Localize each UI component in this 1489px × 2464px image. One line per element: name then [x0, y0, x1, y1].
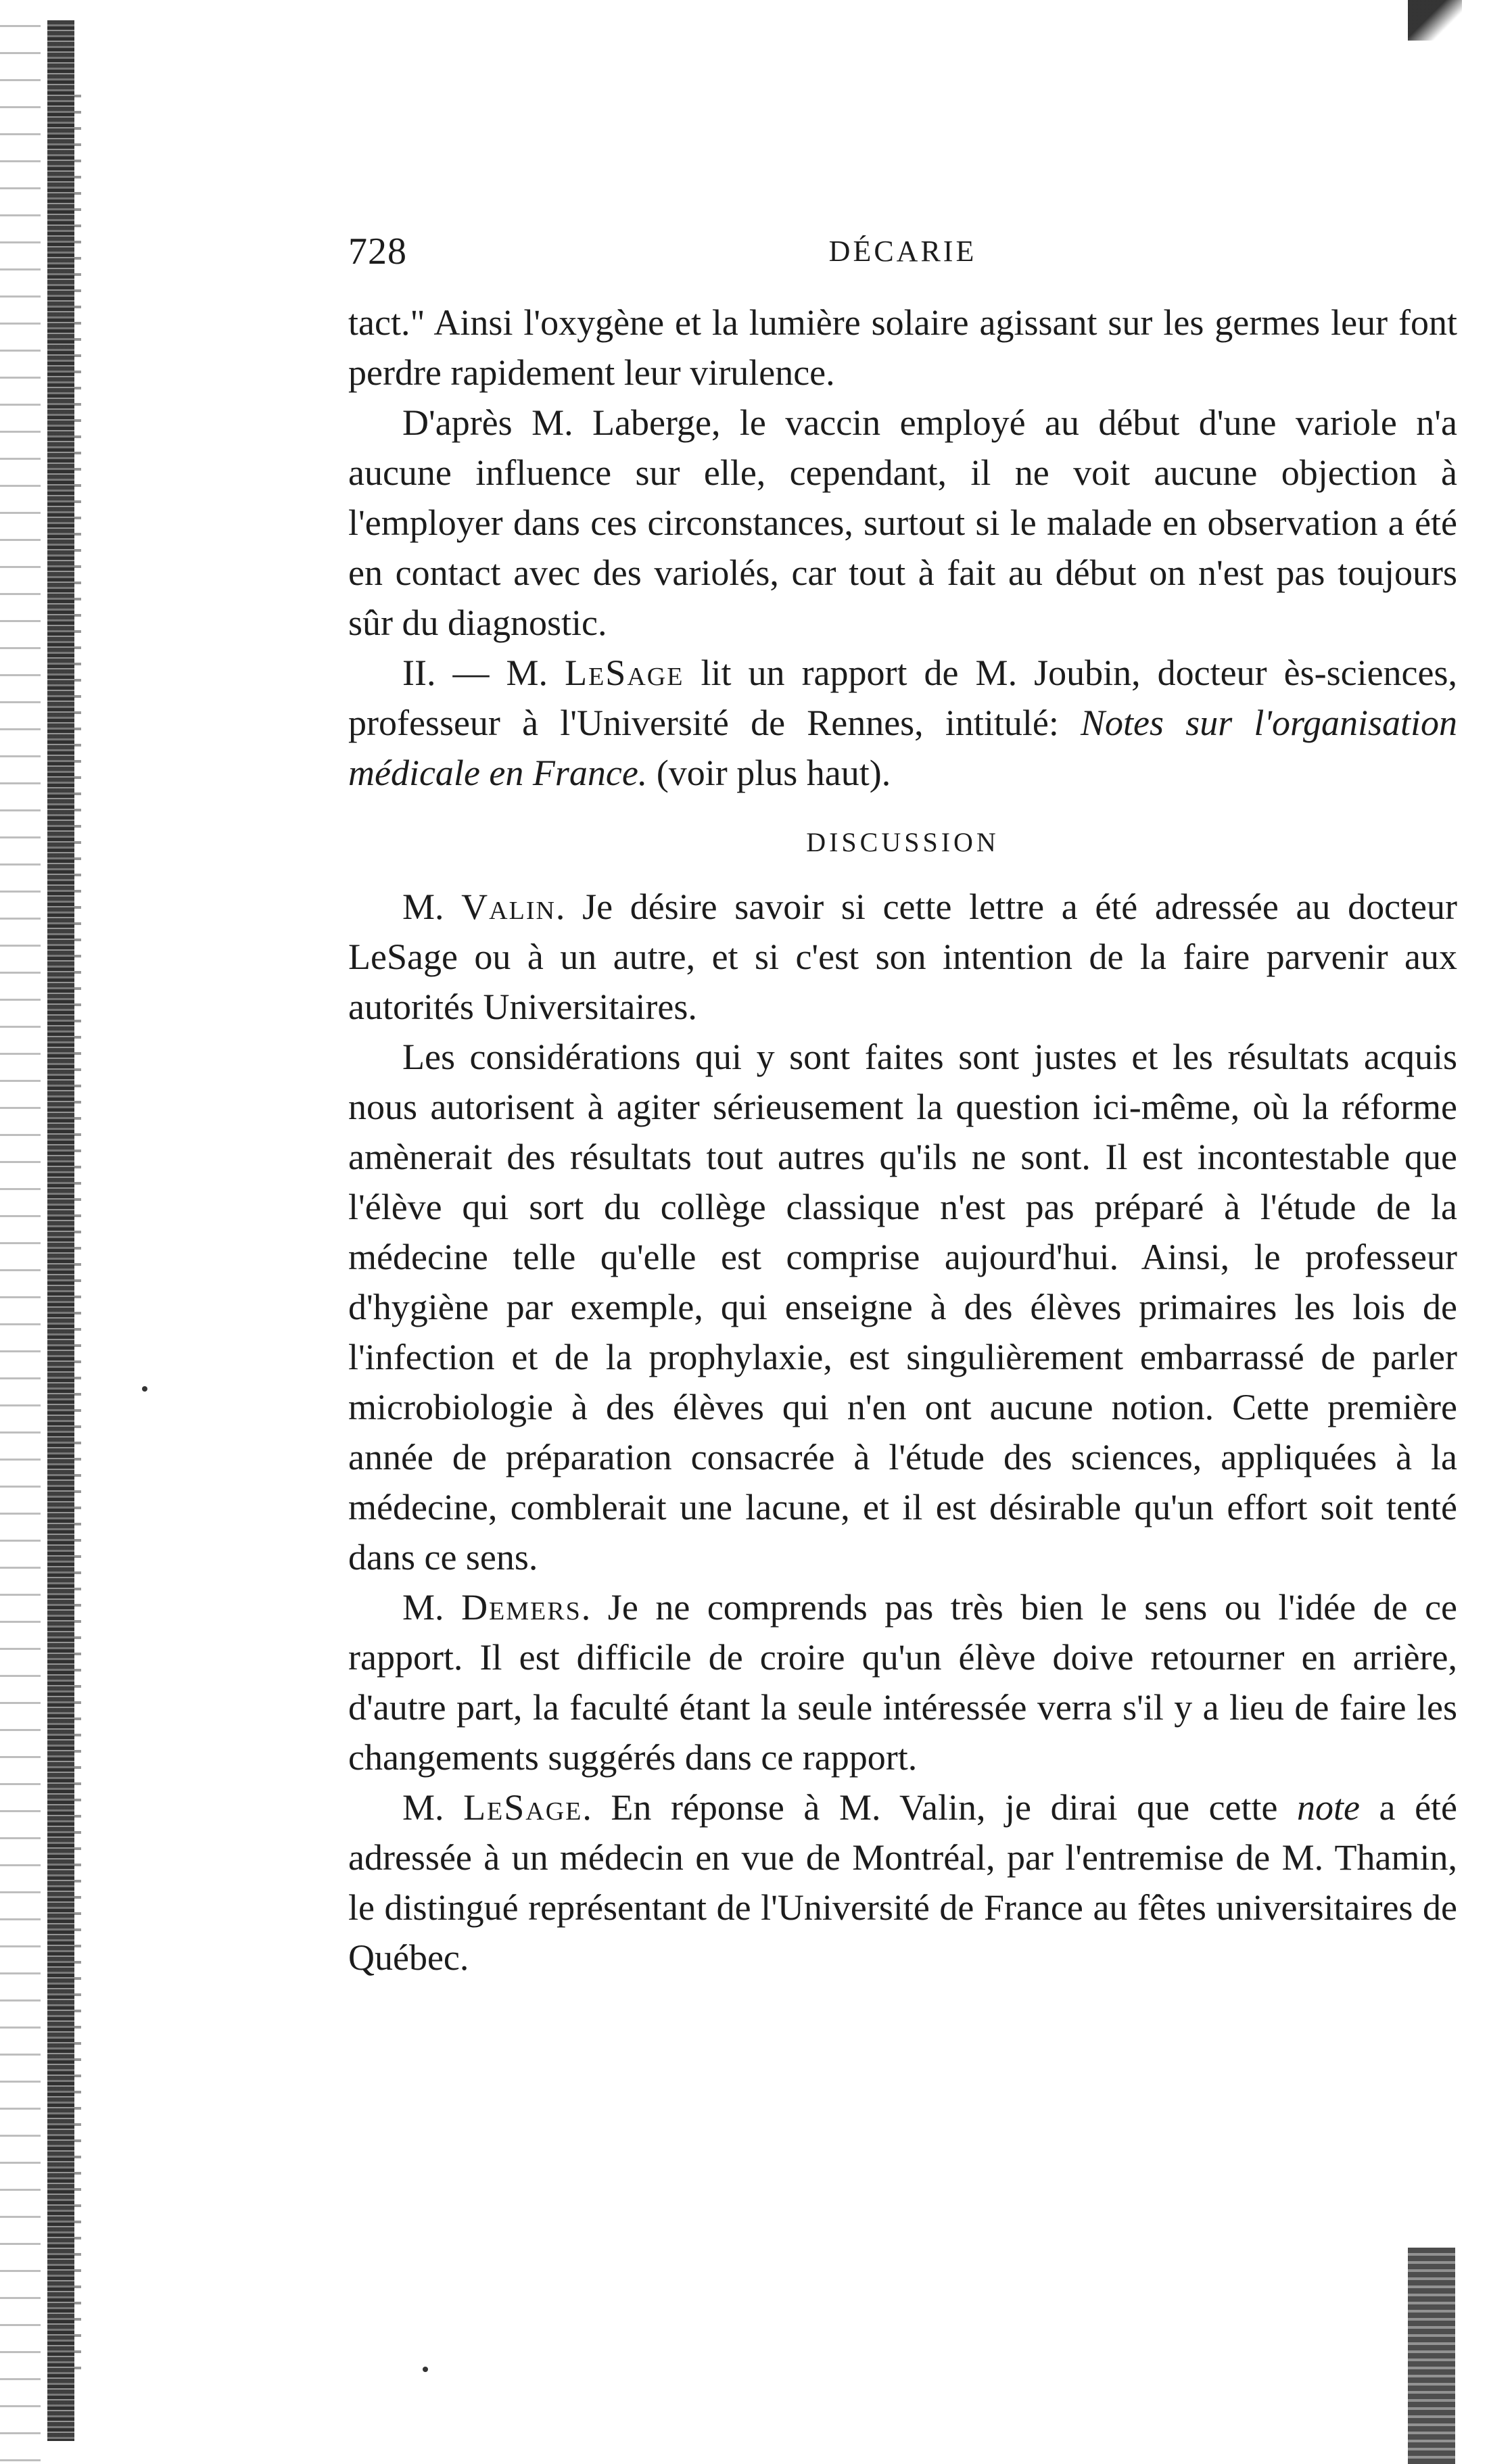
paragraph-prefix: M. [402, 1787, 464, 1828]
paragraph [348, 882, 1457, 1032]
bottom-right-scan-mark [1408, 2248, 1455, 2464]
section-title: DISCUSSION [806, 827, 999, 857]
stray-dot [142, 1386, 147, 1392]
paragraph [348, 1582, 1457, 1782]
paragraph-text: . Je ne comprends pas très bien le sens ou l'idée de ce rapport. Il est difficile de croire qu'un élève doive retourner en arrière, d'autre part, la faculté étant la seule intéressée verra s'il y a lieu de faire les changements suggérés dans ce rapport. [348, 1587, 1458, 1778]
page-header [348, 230, 1457, 284]
paragraph [348, 648, 1457, 798]
paragraph: tact." Ainsi l'oxygène et la lumière solaire agissant sur les germes leur font perdre rapidement leur virulence. [348, 302, 1457, 393]
speaker-name: LeSage [463, 1787, 583, 1828]
note-word: note [1297, 1787, 1361, 1828]
paragraph [348, 1782, 1457, 1983]
paragraph-suffix: (voir plus haut). [647, 753, 891, 793]
paragraph-text: . Je désire savoir si cette lettre a été adressée au docteur LeSage ou à un autre, et si c'est son intention de la faire parvenir aux autorités Universitaires. [348, 886, 1458, 1027]
report-title: Notes sur l'organisation médicale en France. [348, 703, 1457, 793]
paragraph-text: . En réponse à M. Valin, je dirai que cette [582, 1787, 1298, 1828]
running-head: DÉCARIE [828, 235, 977, 268]
paragraph-text: a été adressée à un médecin en vue de Montréal, par l'entremise de M. Thamin, le distingué représentant de l'Université de France au fêtes universitaires de Québec. [348, 1787, 1458, 1978]
binding-edge-shadow [74, 81, 81, 2380]
top-right-scan-mark [1408, 0, 1462, 41]
paragraph-text: lit un rapport de M. Joubin, docteur ès-sciences, professeur à l'Université de Rennes, intitulé: [348, 653, 1458, 743]
paragraph-prefix: M. [402, 1587, 462, 1628]
paragraph-prefix: II. — M. [402, 653, 565, 693]
speaker-name: Demers [461, 1587, 582, 1628]
body-text [348, 298, 1457, 1983]
binding-edge-scan-artifact [47, 20, 74, 2441]
paragraph-prefix: M. [402, 886, 462, 927]
stray-dot [423, 2367, 428, 2372]
margin-specks [0, 0, 41, 2464]
paragraph: Les considérations qui y sont faites sont justes et les résultats acquis nous autorisent à agiter sérieusement la question ici-même, où la réforme amènerait des résultats tout autres qu'ils ne sont. Il est incontestable que l'élève qui sort du collège classique n'est pas préparé à l'étude de la médecine telle qu'elle est comprise aujourd'hui. Ainsi, le professeur d'hygiène par exemple, qui enseigne à des élèves primaires les lois de l'infection et de la prophylaxie, est singulièrement embarrassé de parler microbiologie à des élèves qui n'en ont aucune notion. Cette première année de préparation consacrée à l'étude des sciences, appliquées à la médecine, comblerait une lacune, et il est désirable qu'un effort soit tenté dans ce sens. [348, 1037, 1457, 1578]
speaker-name: Valin [461, 886, 556, 927]
page-number: 728 [348, 231, 407, 273]
speaker-name: LeSage [565, 653, 684, 693]
paragraph: D'après M. Laberge, le vaccin employé au début d'une variole n'a aucune influence sur elle, cependant, il ne voit aucune objection à l'employer dans ces circonstances, surtout si le malade en observation a été en contact avec des variolés, car tout à fait au début on n'est pas toujours sûr du diagnostic. [348, 402, 1457, 643]
